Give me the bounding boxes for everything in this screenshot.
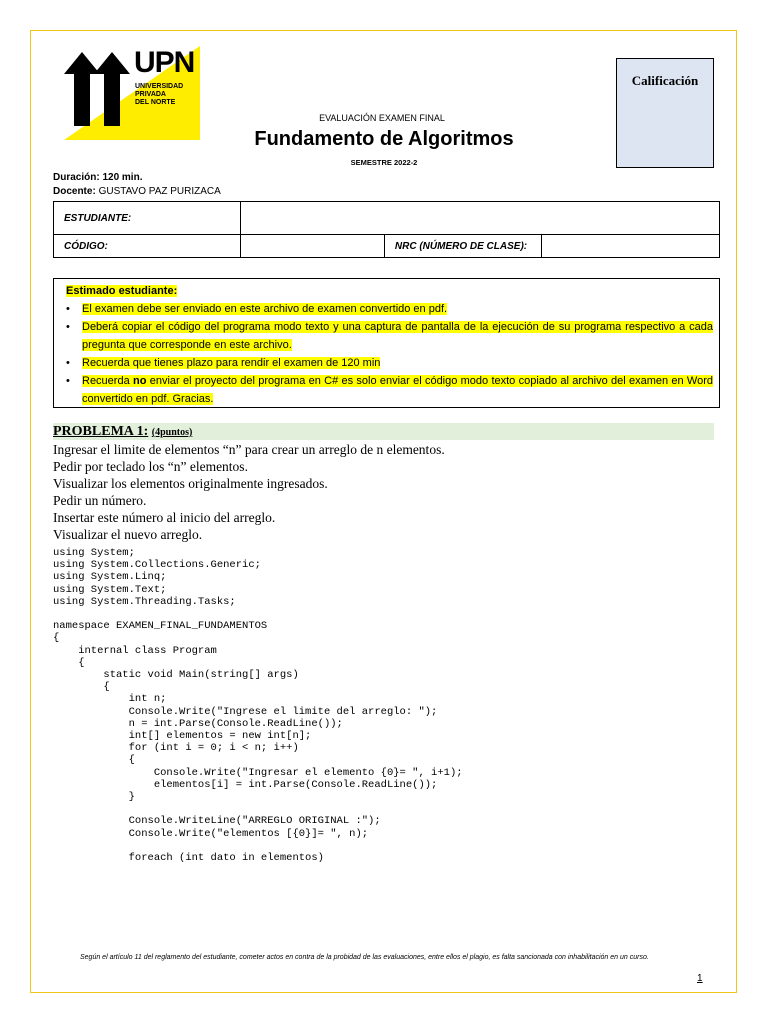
logo-subtitle: UNIVERSIDAD PRIVADA DEL NORTE bbox=[135, 83, 184, 106]
page-number: 1 bbox=[697, 973, 703, 984]
duration-label: Duración: bbox=[53, 172, 100, 183]
list-item: • Recuerda que tienes plazo para rendir el examen de 120 min bbox=[66, 357, 381, 369]
problem-points: (4puntos) bbox=[151, 427, 193, 438]
code-listing: using System; using System.Collections.Generic; using System.Linq; using System.Text; using System.Threading.Tasks; namespace EXAMEN_FINAL_FUNDAMENTOS { internal class Program { static void Main(string[] args) { int n; Console.Write("Ingrese el limite del arreglo: "); n = int.Parse(Console.ReadLine()); int[] elementos = new int[n]; for (int i = 0; i < n; i++) { Console.Write("Ingresar el elemento {0}= ", i+1); elementos[i] = int.Parse(Console.ReadLine()); } Console.WriteLine("ARREGLO ORIGINAL :"); Console.Write("elementos [{0}]= ", n); foreach (int dato in elementos) bbox=[53, 547, 463, 865]
student-label: ESTUDIANTE: bbox=[54, 202, 241, 235]
teacher-label: Docente: bbox=[53, 186, 96, 197]
teacher-line bbox=[53, 186, 221, 198]
student-field[interactable] bbox=[241, 202, 720, 235]
grade-box[interactable] bbox=[616, 58, 714, 168]
upn-logo bbox=[64, 46, 200, 140]
problem-heading bbox=[53, 423, 714, 440]
student-info-table bbox=[53, 201, 720, 258]
statement-line: Visualizar el nuevo arreglo. bbox=[53, 527, 203, 542]
instructions-list bbox=[66, 300, 713, 408]
semester-label: SEMESTRE 2022-2 bbox=[350, 158, 418, 167]
footer-note: Según el artículo 11 del reglamento del estudiante, cometer actos en contra de la probidad de las evaluaciones, entre ellos el plagio, es falta sancionada con inhabilitación en un curso. bbox=[80, 954, 649, 961]
statement-line: Ingresar el limite de elementos “n” para crear un arreglo de n elementos. bbox=[53, 442, 445, 457]
statement-line: Visualizar los elementos originalmente ingresados. bbox=[53, 476, 328, 491]
nrc-label: NRC (NÚMERO DE CLASE): bbox=[384, 235, 541, 258]
teacher-value: GUSTAVO PAZ PURIZACA bbox=[98, 186, 221, 197]
statement-line: Pedir un número. bbox=[53, 493, 147, 508]
problem-title: PROBLEMA 1: bbox=[53, 424, 149, 439]
code-field[interactable] bbox=[241, 235, 385, 258]
course-title: Fundamento de Algoritmos bbox=[254, 128, 514, 150]
statement-line: Insertar este número al inicio del arreglo. bbox=[53, 510, 276, 525]
list-item: • Recuerda no enviar el proyecto del programa en C# es solo enviar el código modo texto copiado al archivo del examen en Word convertido en pdf. Gracias. bbox=[66, 375, 713, 405]
instructions-box bbox=[53, 278, 720, 408]
code-label: CÓDIGO: bbox=[54, 235, 241, 258]
duration-line bbox=[53, 172, 142, 184]
instructions-title: Estimado estudiante: bbox=[66, 285, 178, 297]
list-item: • Deberá copiar el código del programa modo texto y una captura de pantalla de la ejecución de su programa respectivo a cada pregunta que corresponde en este archivo. bbox=[66, 321, 713, 351]
exam-kicker: EVALUACIÓN EXAMEN FINAL bbox=[319, 113, 445, 123]
list-item: • El examen debe ser enviado en este archivo de examen convertido en pdf. bbox=[66, 303, 448, 315]
nrc-field[interactable] bbox=[541, 235, 719, 258]
problem-statements bbox=[53, 441, 445, 543]
statement-line: Pedir por teclado los “n” elementos. bbox=[53, 459, 248, 474]
duration-value: 120 min. bbox=[102, 172, 143, 183]
logo-wordmark: UPN bbox=[134, 46, 195, 79]
grade-label: Calificación bbox=[631, 73, 699, 88]
